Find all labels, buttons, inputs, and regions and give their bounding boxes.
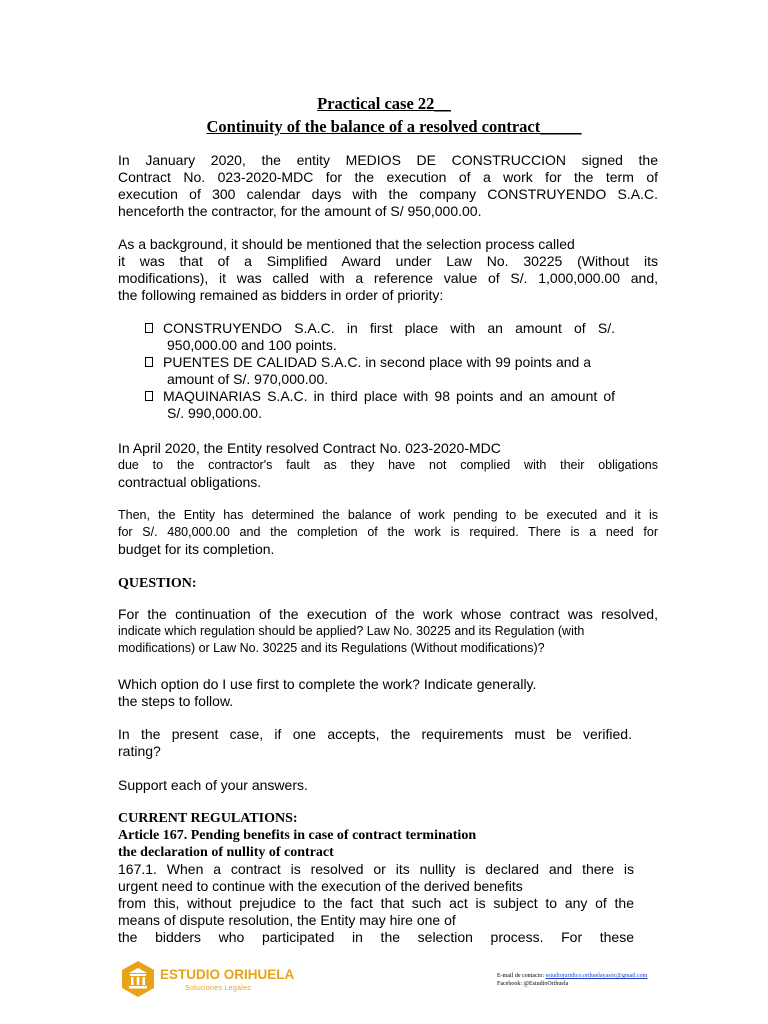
text-line: budget for its completion.: [118, 541, 275, 557]
text-line: urgent need to continue with the execution of the derived benefits: [118, 878, 523, 894]
article-heading-continued: the declaration of nullity of contract: [118, 845, 334, 860]
case-title: Practical case 22__: [317, 94, 451, 113]
text-line: henceforth the contractor, for the amount of S/ 950,000.00.: [118, 203, 482, 219]
hexagon-building-icon: [120, 960, 156, 998]
text-line: 950,000.00 and 100 points.: [167, 337, 337, 353]
text-line: Contract No. 023-2020-MDC for the execution of a work for the term of: [118, 169, 658, 185]
text-line: modifications) or Law No. 30225 and its Regulations (Without modifications)?: [118, 641, 545, 655]
paragraph-question: [118, 606, 658, 657]
paragraph-article-167-1: [118, 861, 634, 946]
text-line: As a background, it should be mentioned that the selection process called: [118, 236, 575, 252]
list-item: [145, 354, 615, 388]
paragraph-background: [118, 236, 658, 304]
paragraph-balance: [118, 507, 658, 558]
email-link[interactable]: estudiojuridico.orihuelayasoc@gmail.com: [545, 973, 648, 979]
text-line: it was that of a Simplified Award under Law No. 30225 (Without its: [118, 253, 658, 269]
question-heading: QUESTION:: [118, 576, 197, 591]
logo-subtitle: Soluciones Legales: [185, 985, 252, 992]
text-line: amount of S/. 970,000.00.: [167, 371, 329, 387]
text-line: means of dispute resolution, the Entity may hire one of: [118, 912, 456, 928]
text-line: indicate which regulation should be applied? Law No. 30225 and its Regulation (with: [118, 624, 585, 638]
paragraph-requirements: [118, 726, 632, 760]
text-line: modifications), it was called with a reference value of S/. 1,000,000.00 and,: [118, 270, 658, 286]
regulations-heading: CURRENT REGULATIONS:: [118, 811, 298, 826]
text-line: PUENTES DE CALIDAD S.A.C. in second place with 99 points and a: [163, 354, 591, 370]
footer-contact: [497, 972, 647, 988]
text-line: the steps to follow.: [118, 693, 234, 709]
text-line: due to the contractor's fault as they have not complied with their obligations: [118, 458, 658, 472]
bullet-box-icon: [145, 357, 153, 367]
text-line: MAQUINARIAS S.A.C. in third place with 98 points and an amount of: [163, 388, 615, 404]
text-line: In January 2020, the entity MEDIOS DE CONSTRUCCION signed the: [118, 152, 658, 168]
paragraph-contract-signing: [118, 152, 658, 220]
bullet-box-icon: [145, 323, 153, 333]
list-item: [145, 320, 615, 354]
text-line: the following remained as bidders in order of priority:: [118, 287, 444, 303]
text-line: In the present case, if one accepts, the requirements must be verified.: [118, 726, 632, 742]
text-line: Which option do I use first to complete the work? Indicate generally.: [118, 676, 537, 692]
text-line: CONSTRUYENDO S.A.C. in first place with an amount of S/.: [163, 320, 615, 336]
text-line: for S/. 480,000.00 and the completion of the work is required. There is a need for: [118, 525, 658, 539]
text-line: the bidders who participated in the selection process. For these: [118, 929, 634, 945]
paragraph-support: Support each of your answers.: [118, 777, 308, 793]
article-heading: Article 167. Pending benefits in case of contract termination: [118, 828, 477, 843]
bullet-box-icon: [145, 391, 153, 401]
facebook-line: Facebook: @EstudioOrihuela: [497, 981, 569, 987]
text-line: In April 2020, the Entity resolved Contract No. 023-2020-MDC: [118, 440, 501, 456]
paragraph-option: [118, 676, 658, 710]
text-line: Then, the Entity has determined the balance of work pending to be executed and it is: [118, 508, 658, 522]
text-line: contractual obligations.: [118, 474, 262, 490]
email-label: E-mail de contacto:: [497, 973, 544, 979]
email-line: [497, 972, 647, 980]
company-logo: [120, 960, 295, 998]
text-line: For the continuation of the execution of the work whose contract was resolved,: [118, 606, 658, 622]
text-line: S/. 990,000.00.: [167, 405, 262, 421]
case-subtitle: Continuity of the balance of a resolved contract_____: [206, 117, 582, 136]
text-line: 167.1. When a contract is resolved or its nullity is declared and there is: [118, 861, 634, 877]
bidders-list: [145, 320, 615, 422]
paragraph-resolution: [118, 440, 658, 491]
text-line: execution of 300 calendar days with the company CONSTRUYENDO S.A.C.: [118, 186, 658, 202]
text-line: from this, without prejudice to the fact that such act is subject to any of the: [118, 895, 634, 911]
text-line: rating?: [118, 743, 161, 759]
logo-text: ESTUDIO ORIHUELA: [160, 967, 295, 982]
list-item: [145, 388, 615, 422]
